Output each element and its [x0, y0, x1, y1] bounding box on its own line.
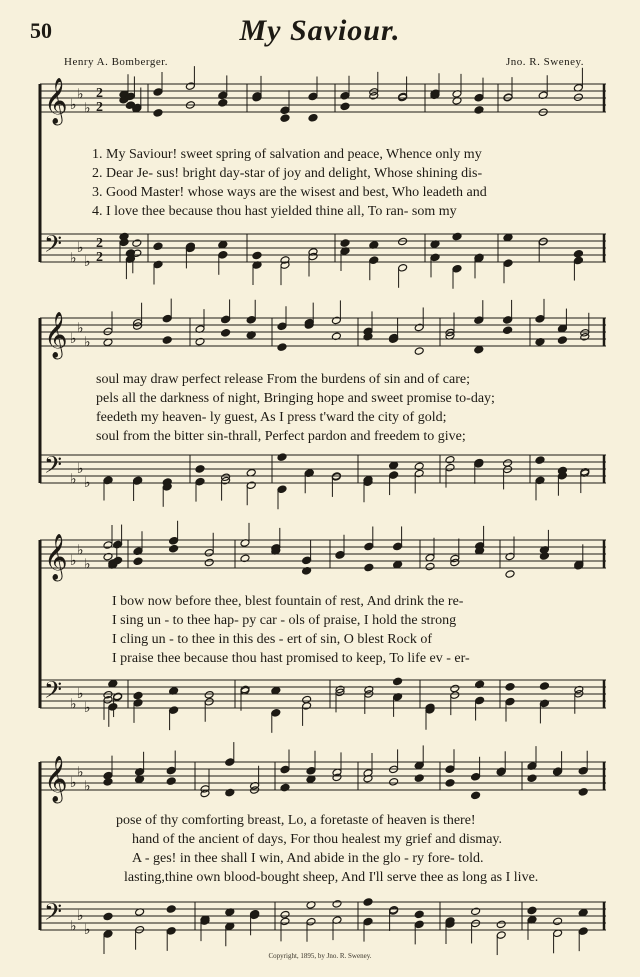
- note-head: [557, 324, 567, 333]
- note-head: [553, 917, 563, 926]
- note-head: [221, 329, 231, 338]
- note-head: [505, 683, 515, 692]
- flat-icon: ♭: [70, 250, 77, 267]
- note-head: [133, 699, 143, 708]
- note-head: [539, 552, 549, 561]
- note-head: [505, 552, 515, 561]
- note-head: [103, 541, 113, 550]
- note-head: [271, 709, 281, 718]
- note-head: [496, 931, 506, 940]
- note-head: [414, 920, 424, 929]
- note-head: [280, 114, 290, 123]
- note-head: [113, 540, 123, 549]
- copyright-notice: Copyright, 1895, by Jno. R. Sweney.: [268, 952, 372, 960]
- flat-icon: ♭: [70, 696, 77, 713]
- note-head: [340, 91, 350, 100]
- note-head: [169, 537, 179, 546]
- note-head: [133, 557, 143, 566]
- flat-icon: ♭: [77, 240, 84, 256]
- note-head: [445, 455, 455, 464]
- flat-icon: ♭: [70, 775, 77, 791]
- note-head: [185, 82, 195, 91]
- note-head: [398, 237, 408, 246]
- note-head: [277, 343, 287, 352]
- flat-icon: ♭: [84, 922, 91, 938]
- note-head: [578, 788, 588, 797]
- note-head: [527, 774, 537, 783]
- note-head: [302, 695, 312, 704]
- flat-icon: ♭: [70, 97, 77, 113]
- note-head: [503, 233, 513, 242]
- lyric-line: soul from the bitter sin-thrall, Perfect pardon and freedem to give;: [96, 429, 466, 444]
- note-head: [474, 316, 484, 325]
- lyric-line: 1. My Saviour! sweet spring of salvation and peace, Whence only my: [92, 147, 482, 162]
- note-head: [103, 476, 113, 485]
- note-head: [393, 677, 403, 686]
- hymn-title: My Saviour.: [239, 14, 401, 47]
- page-number: 50: [30, 18, 52, 43]
- bass-clef-icon: 𝄢: [44, 451, 63, 484]
- note-head: [414, 323, 424, 332]
- composer-credit: Jno. R. Sweney.: [506, 56, 584, 68]
- note-head: [445, 779, 455, 788]
- flat-icon: ♭: [70, 331, 77, 347]
- note-head: [103, 930, 113, 939]
- lyric-line: I praise thee because thou hast promised to keep, To life ev - er-: [112, 651, 470, 666]
- flat-icon: ♭: [77, 908, 84, 924]
- note-head: [535, 315, 545, 324]
- note-head: [103, 912, 113, 921]
- note-head: [133, 477, 143, 486]
- note-head: [280, 910, 290, 919]
- note-head: [306, 917, 316, 926]
- note-head: [153, 109, 163, 118]
- note-head: [204, 698, 214, 707]
- note-head: [280, 783, 290, 792]
- lyric-line: I cling un - to thee in this des - ert of sin, O blest Rock of: [112, 632, 432, 647]
- note-head: [474, 93, 484, 102]
- note-head: [573, 256, 583, 265]
- note-head: [195, 477, 205, 486]
- note-head: [369, 256, 379, 265]
- note-head: [505, 570, 515, 579]
- flat-icon: ♭: [70, 553, 77, 569]
- note-head: [204, 549, 214, 558]
- note-head: [496, 767, 506, 776]
- treble-clef-icon: 𝄞: [44, 756, 68, 802]
- note-head: [166, 905, 176, 914]
- note-head: [557, 336, 567, 345]
- note-head: [103, 327, 113, 336]
- note-head: [474, 345, 484, 354]
- note-head: [204, 558, 214, 567]
- note-head: [414, 347, 424, 356]
- note-head: [332, 900, 342, 909]
- note-head: [364, 542, 374, 551]
- note-head: [195, 465, 205, 474]
- flat-icon: ♭: [84, 778, 91, 795]
- note-head: [166, 766, 176, 775]
- note-head: [363, 917, 373, 926]
- note-head: [573, 250, 583, 259]
- note-head: [389, 778, 399, 787]
- bass-clef-icon: 𝄢: [44, 676, 63, 709]
- flat-icon: ♭: [77, 764, 84, 781]
- note-head: [474, 253, 484, 262]
- note-head: [153, 260, 163, 269]
- treble-clef-icon: 𝄞: [44, 312, 68, 358]
- lyric-line: hand of the ancient of days, For thou healest my grief and dismay.: [132, 832, 502, 847]
- lyric-line: feedeth my heaven- ly guest, As I press t'ward the city of gold;: [96, 410, 447, 425]
- flat-icon: ♭: [77, 320, 84, 337]
- note-head: [246, 316, 256, 325]
- flat-icon: ♭: [77, 86, 84, 103]
- note-head: [539, 682, 549, 691]
- note-head: [252, 251, 262, 260]
- note-head: [308, 114, 318, 123]
- note-head: [280, 917, 290, 926]
- note-head: [445, 463, 455, 472]
- flat-icon: ♭: [84, 334, 91, 351]
- flat-icon: ♭: [70, 471, 77, 488]
- time-signature: 2: [96, 86, 103, 101]
- note-head: [363, 898, 373, 907]
- time-signature: 2: [96, 100, 103, 115]
- note-head: [503, 259, 513, 268]
- note-head: [335, 551, 345, 560]
- note-head: [475, 696, 485, 705]
- note-head: [204, 691, 214, 700]
- note-head: [450, 684, 460, 693]
- note-head: [246, 481, 256, 490]
- note-head: [331, 316, 341, 325]
- note-head: [471, 791, 481, 800]
- note-head: [393, 542, 403, 551]
- note-head: [225, 758, 235, 767]
- flat-icon: ♭: [84, 556, 91, 573]
- note-head: [280, 106, 290, 115]
- lyric-line: pose of thy comforting breast, Lo, a foretaste of heaven is there!: [116, 813, 476, 828]
- time-signature: 2: [96, 250, 103, 265]
- note-head: [505, 697, 515, 706]
- lyric-line: 2. Dear Je- sus! bright day-star of joy and delight, Whose shining dis-: [92, 166, 483, 181]
- flat-icon: ♭: [77, 461, 84, 477]
- note-head: [414, 910, 424, 919]
- note-head: [503, 459, 513, 468]
- lyric-line: lasting,thine own blood-bought sheep, And I'll serve thee as long as I live.: [124, 870, 539, 885]
- note-head: [471, 907, 481, 916]
- note-head: [452, 264, 462, 273]
- bass-clef-icon: 𝄢: [44, 230, 63, 263]
- lyric-line: I bow now before thee, blest fountain of rest, And drink the re-: [112, 594, 464, 609]
- time-signature: 2: [96, 236, 103, 251]
- note-head: [277, 453, 287, 462]
- note-head: [308, 92, 318, 101]
- note-head: [578, 766, 588, 775]
- lyric-line: I sing un - to thee hap- py car - ols of praise, I hold the strong: [112, 613, 457, 628]
- note-head: [218, 99, 228, 108]
- note-head: [414, 774, 424, 783]
- note-head: [503, 326, 513, 335]
- lyricist-credit: Henry A. Bomberger.: [64, 56, 169, 68]
- note-head: [103, 778, 113, 787]
- note-head: [496, 920, 506, 929]
- note-head: [162, 336, 172, 345]
- note-head: [153, 88, 163, 97]
- note-head: [527, 906, 537, 915]
- note-head: [340, 239, 350, 248]
- note-head: [398, 264, 408, 273]
- treble-clef-icon: 𝄞: [44, 534, 68, 580]
- note-head: [302, 556, 312, 565]
- note-head: [535, 456, 545, 465]
- flat-icon: ♭: [77, 542, 84, 559]
- flat-icon: ♭: [84, 700, 91, 716]
- note-head: [277, 322, 287, 331]
- flat-icon: ♭: [77, 686, 84, 702]
- bass-clef-icon: 𝄢: [44, 898, 63, 931]
- note-head: [113, 556, 123, 565]
- flat-icon: ♭: [84, 100, 91, 117]
- note-head: [578, 927, 588, 936]
- note-head: [503, 316, 513, 325]
- flat-icon: ♭: [70, 918, 77, 935]
- flat-icon: ♭: [84, 254, 91, 270]
- note-head: [162, 314, 172, 323]
- note-head: [425, 562, 435, 571]
- note-head: [153, 242, 163, 251]
- note-head: [539, 699, 549, 708]
- note-head: [133, 691, 143, 700]
- note-head: [452, 232, 462, 241]
- note-head: [471, 773, 481, 782]
- note-head: [169, 706, 179, 715]
- lyric-line: 4. I love thee because thou hast yielded thine all, To ran- som my: [92, 204, 457, 219]
- flat-icon: ♭: [84, 475, 91, 491]
- lyric-line: A - ges! in thee shall I win, And abide in the glo - ry fore- told.: [132, 851, 484, 866]
- treble-clef-icon: 𝄞: [44, 78, 68, 124]
- note-head: [430, 253, 440, 262]
- lyric-line: pels all the darkness of night, Bringing hope and sweet promise to-day;: [96, 391, 495, 406]
- note-head: [573, 93, 583, 102]
- note-head: [340, 102, 350, 111]
- note-head: [364, 563, 374, 572]
- note-head: [280, 765, 290, 774]
- lyric-line: soul may draw perfect release From the burdens of sin and of care;: [96, 372, 470, 387]
- note-head: [166, 927, 176, 936]
- note-head: [389, 471, 399, 480]
- note-head: [221, 315, 231, 324]
- note-head: [277, 485, 287, 494]
- note-head: [166, 777, 176, 786]
- note-head: [132, 239, 142, 248]
- note-head: [218, 251, 228, 260]
- note-head: [445, 765, 455, 774]
- lyric-line: 3. Good Master! whose ways are the wisest and best, Who leadeth and: [92, 185, 487, 200]
- note-head: [474, 106, 484, 115]
- note-head: [108, 703, 118, 712]
- note-head: [169, 544, 179, 553]
- note-head: [306, 767, 316, 776]
